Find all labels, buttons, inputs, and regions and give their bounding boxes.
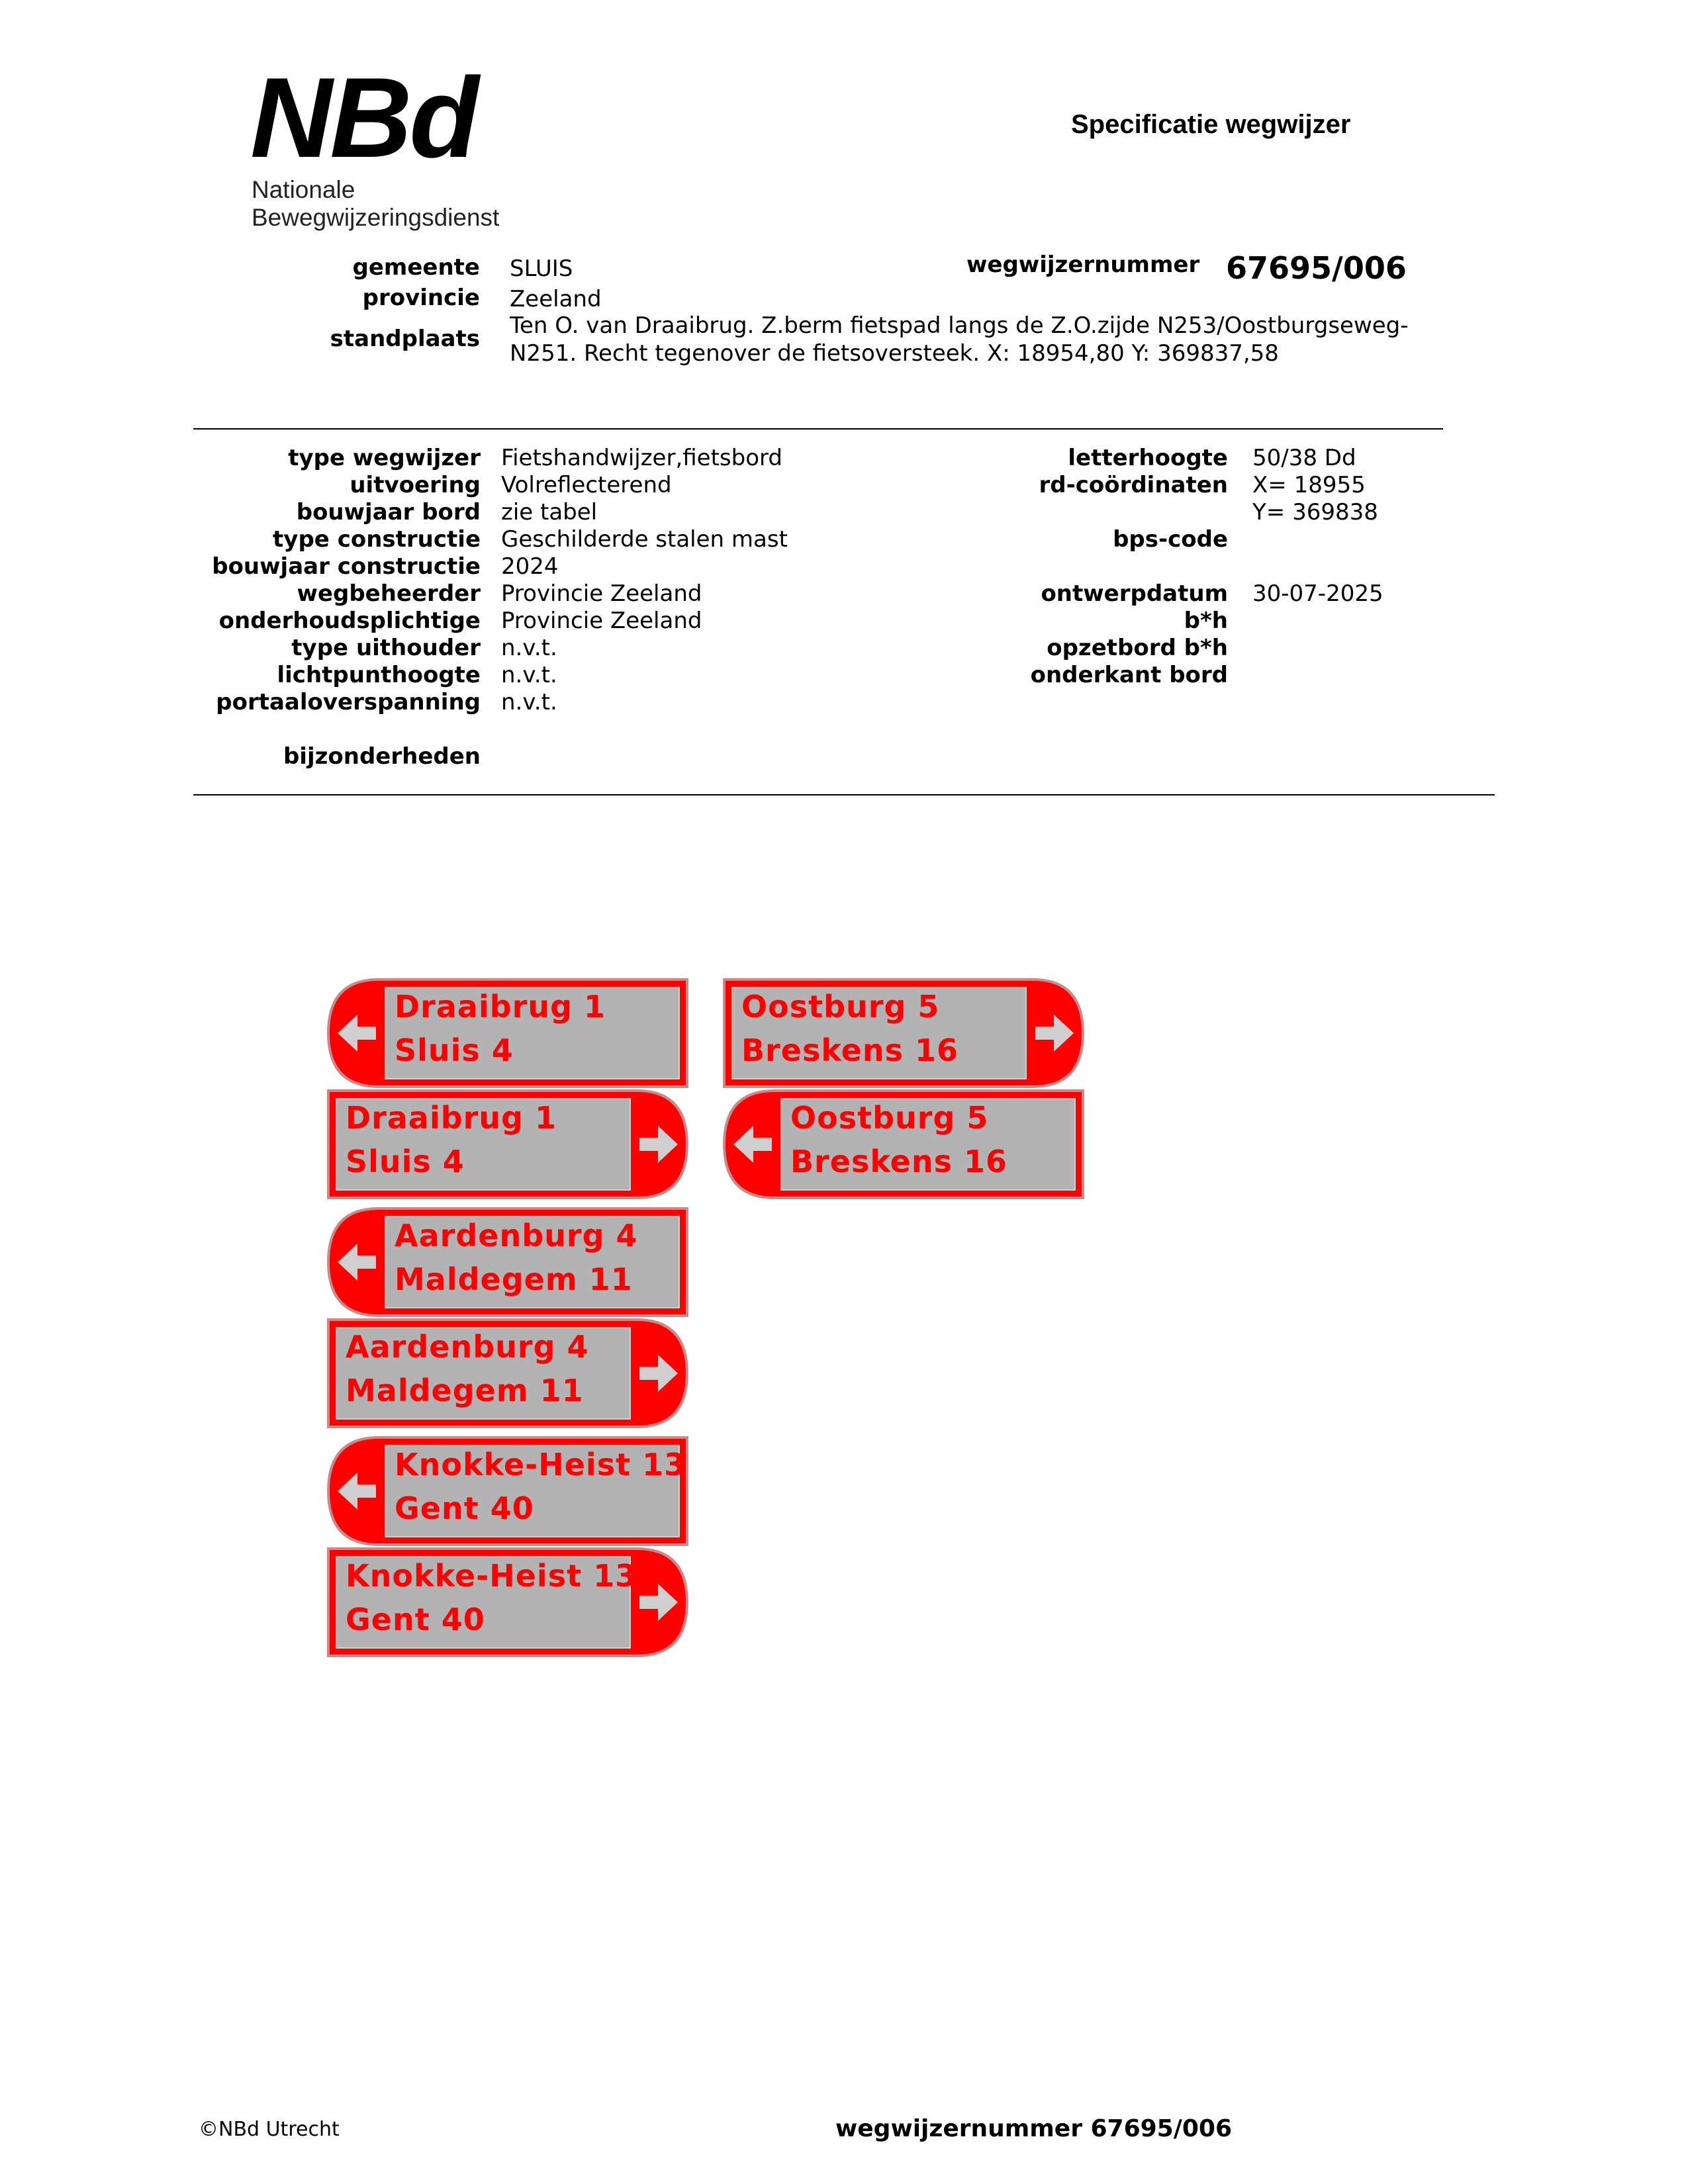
spec-value: n.v.t. (501, 689, 557, 715)
standplaats-line-1: Ten O. van Draaibrug. Z.berm fietspad langs de Z.O.zijde N253/Oostburgseweg- (510, 312, 1409, 339)
opzetbord-label: opzetbord b*h (1047, 635, 1228, 661)
standplaats-line-2: N251. Recht tegenover de fietsoversteek. X: 18954,80 Y: 369837,58 (510, 340, 1279, 367)
sign-oostburg-left (723, 1089, 1084, 1199)
sign-line-1: Knokke-Heist 13 (395, 1447, 686, 1482)
rd-y-value: Y= 369838 (1252, 499, 1378, 525)
sign-line-1: Draaibrug 1 (346, 1100, 557, 1136)
gemeente-value: SLUIS (510, 255, 573, 282)
sign-line-1: Oostburg 5 (741, 989, 940, 1024)
sign-knokke-left (327, 1436, 688, 1546)
spec-label: bouwjaar bord (296, 499, 481, 525)
sign-knokke-right (327, 1547, 688, 1657)
sign-aardenburg-left (327, 1207, 688, 1317)
letterhoogte-label: letterhoogte (1068, 445, 1228, 471)
wegwijzernummer-value: 67695/006 (1226, 250, 1407, 286)
spec-label: portaaloverspanning (216, 689, 481, 715)
sign-line-1: Aardenburg 4 (346, 1329, 589, 1365)
spec-label: wegbeheerder (297, 580, 481, 607)
bh-label: b*h (1184, 608, 1228, 634)
sign-line-1: Oostburg 5 (790, 1100, 989, 1136)
sign-line-2: Gent 40 (395, 1490, 534, 1526)
provincie-label: provincie (362, 285, 480, 311)
spec-value: n.v.t. (501, 635, 557, 661)
footer-copyright: ©NBd Utrecht (199, 2118, 340, 2141)
gemeente-label: gemeente (352, 254, 480, 281)
letterhoogte-value: 50/38 Dd (1252, 445, 1356, 471)
sign-line-2: Sluis 4 (346, 1144, 465, 1179)
spec-value: Provincie Zeeland (501, 608, 702, 634)
footer-wegwijzernummer: wegwijzernummer 67695/006 (835, 2115, 1233, 2142)
sign-line-2: Maldegem 11 (395, 1261, 633, 1297)
spec-label: onderhoudsplichtige (218, 608, 481, 634)
ontwerpdatum-value: 30-07-2025 (1252, 580, 1383, 607)
rd-label: rd-coördinaten (1039, 472, 1228, 498)
nbd-logo: NBd (250, 54, 477, 181)
spec-label: type constructie (273, 526, 481, 553)
spec-value: Geschilderde stalen mast (501, 526, 788, 553)
sign-line-2: Sluis 4 (395, 1032, 514, 1068)
ontwerpdatum-label: ontwerpdatum (1041, 580, 1228, 607)
spec-value: Volreflecterend (501, 472, 672, 498)
sign-aardenburg-right (327, 1318, 688, 1428)
spec-value: Provincie Zeeland (501, 580, 702, 607)
sign-line-2: Gent 40 (346, 1602, 485, 1637)
spec-value: zie tabel (501, 499, 598, 525)
spec-label: bouwjaar constructie (212, 553, 481, 580)
sign-draaibrug-right (327, 1089, 688, 1199)
logo-line-2: Bewegwijzeringsdienst (252, 204, 500, 231)
spec-label: type uithouder (291, 635, 481, 661)
bps-label: bps-code (1113, 526, 1228, 553)
provincie-value: Zeeland (510, 286, 602, 312)
sign-line-2: Breskens 16 (741, 1032, 959, 1068)
spec-value: Fietshandwijzer,fietsbord (501, 445, 782, 471)
sign-line-1: Aardenburg 4 (395, 1218, 638, 1253)
sign-line-1: Draaibrug 1 (395, 989, 606, 1024)
spec-label: type wegwijzer (288, 445, 481, 471)
sign-line-2: Breskens 16 (790, 1144, 1008, 1179)
spec-label: lichtpunthoogte (277, 662, 481, 688)
wegwijzernummer-label: wegwijzernummer (966, 251, 1200, 278)
divider-top (193, 428, 1443, 430)
sign-draaibrug-left (327, 978, 688, 1088)
sign-line-2: Maldegem 11 (346, 1373, 584, 1408)
bijzonderheden-label: bijzonderheden (283, 743, 481, 770)
sign-oostburg-right (723, 978, 1084, 1088)
onderkant-label: onderkant bord (1030, 662, 1228, 688)
rd-x-value: X= 18955 (1252, 472, 1366, 498)
spec-value: 2024 (501, 553, 559, 580)
spec-label: uitvoering (350, 472, 481, 498)
page-title: Specificatie wegwijzer (1071, 110, 1351, 139)
spec-value: n.v.t. (501, 662, 557, 688)
divider-bottom (193, 794, 1495, 796)
standplaats-label: standplaats (330, 326, 480, 352)
sign-line-1: Knokke-Heist 13 (346, 1558, 637, 1594)
logo-line-1: Nationale (252, 176, 355, 203)
